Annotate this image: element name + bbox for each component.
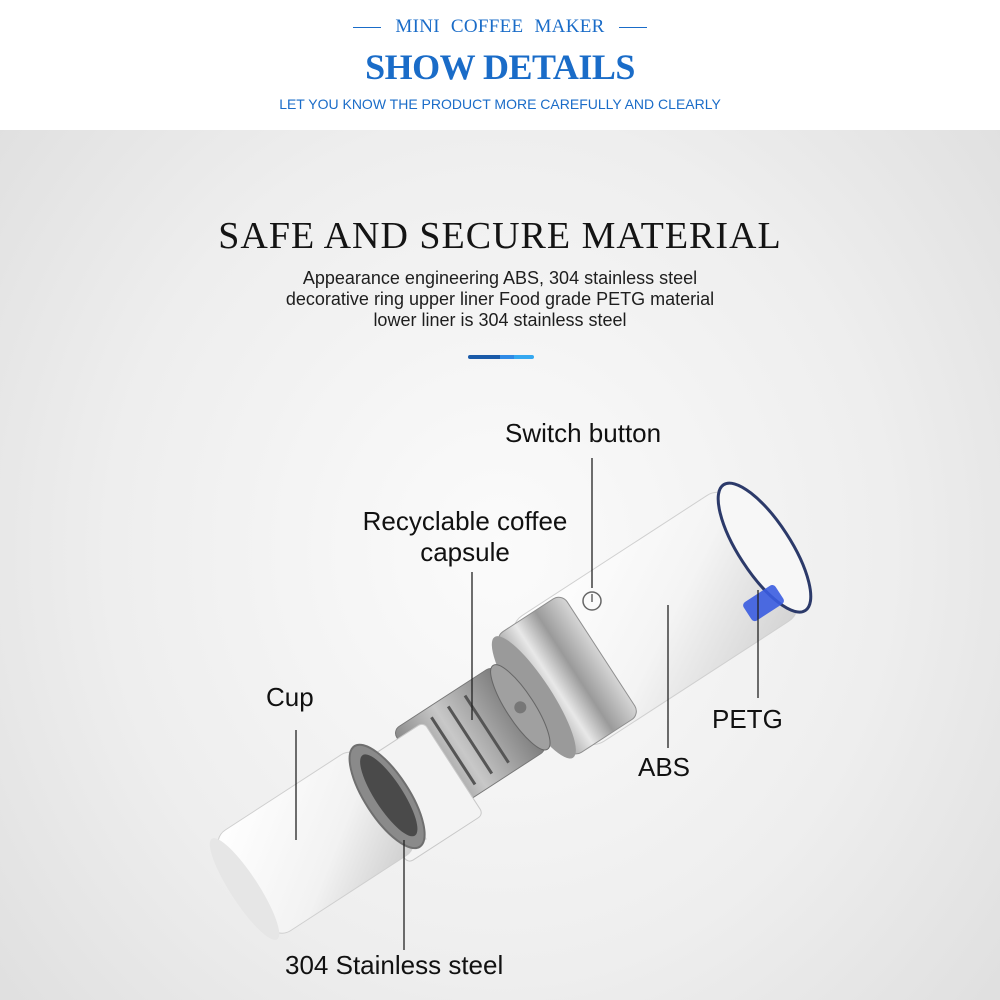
callout-capsule-line: Recyclable coffee (362, 506, 568, 536)
callout-abs: ABS (638, 752, 691, 782)
callout-cup: Cup (266, 682, 314, 712)
callout-switch-button: Switch button (505, 418, 662, 448)
kicker-line-right (619, 27, 647, 28)
section-description (0, 268, 1000, 331)
kicker-text: MINI COFFEE MAKER (395, 16, 605, 37)
callout-recyclable-capsule (348, 506, 582, 568)
hero-title: SHOW DETAILS (365, 47, 635, 87)
product-illustration (0, 380, 1000, 1000)
section-description-line: decorative ring upper liner Food grade PETG material (285, 289, 715, 309)
accent-bar-segment (500, 355, 514, 359)
callout-capsule-line: capsule (420, 537, 510, 567)
kicker-line-left (353, 27, 381, 28)
callout-stainless-steel: 304 Stainless steel (285, 950, 504, 980)
kicker-row (0, 12, 1000, 42)
callout-petg: PETG (712, 704, 783, 734)
hero-subtitle: LET YOU KNOW THE PRODUCT MORE CAREFULLY AND CLEARLY (279, 96, 721, 112)
section-description-line: lower liner is 304 stainless steel (373, 310, 627, 330)
accent-bar-segment (514, 355, 534, 359)
section-title: SAFE AND SECURE MATERIAL (218, 215, 782, 257)
section-description-line: Appearance engineering ABS, 304 stainless steel (302, 268, 698, 288)
accent-bar-segment (468, 355, 500, 359)
accent-bar (468, 355, 534, 359)
